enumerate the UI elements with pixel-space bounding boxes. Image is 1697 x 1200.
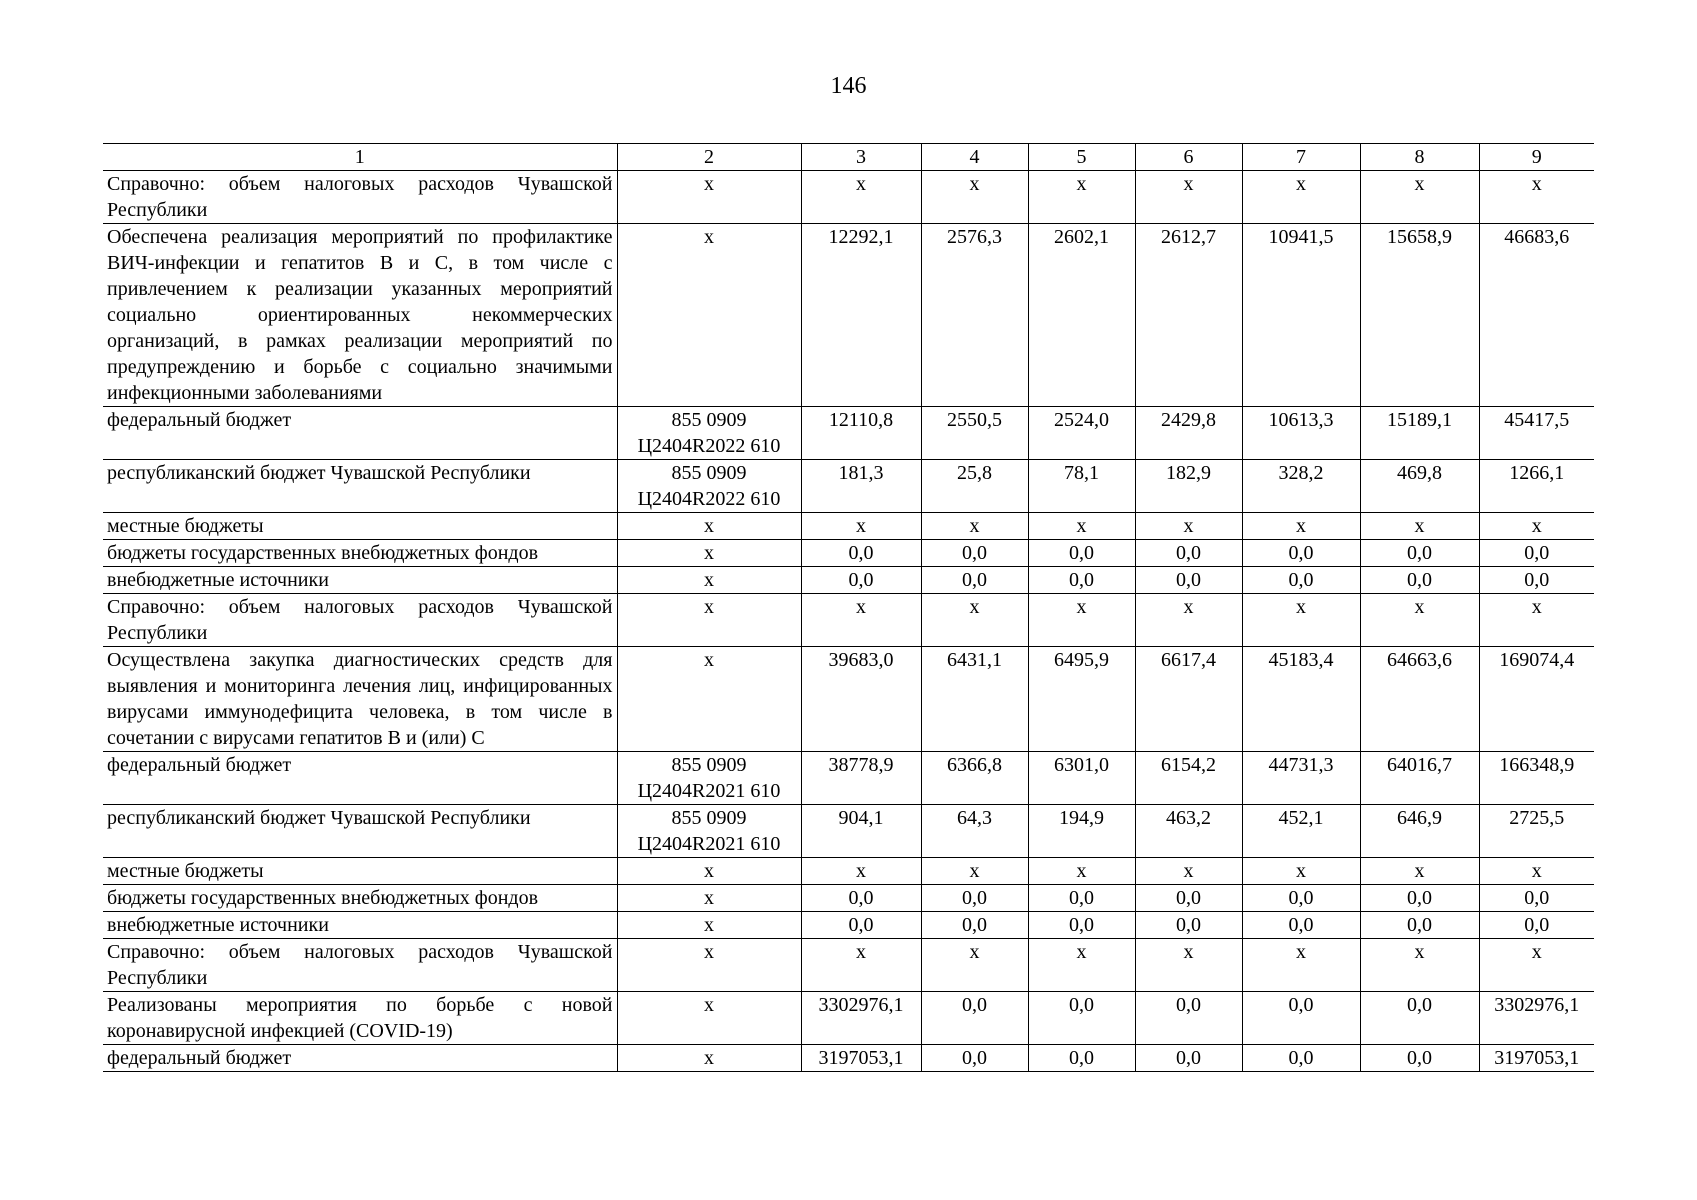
column-number: 7 [1242,144,1360,171]
budget-code: х [617,540,801,567]
value-cell: 0,0 [1242,885,1360,912]
value-cell: 15658,9 [1360,224,1479,407]
value-cell: 0,0 [801,567,921,594]
value-cell: х [1479,858,1594,885]
table-row [103,1045,1594,1072]
value-cell: 0,0 [1028,912,1135,939]
value-cell: 181,3 [801,460,921,513]
value-cell: х [1360,939,1479,992]
row-label: республиканский бюджет Чувашской Республики [103,805,617,858]
value-cell: 0,0 [801,912,921,939]
value-cell: х [1135,939,1242,992]
row-label: Справочно: объем налоговых расходов Чувашской Республики [103,171,617,224]
value-cell: 0,0 [1242,912,1360,939]
value-cell: 0,0 [921,567,1028,594]
column-number: 6 [1135,144,1242,171]
value-cell: х [1028,171,1135,224]
value-cell: х [921,171,1028,224]
value-cell: 6301,0 [1028,752,1135,805]
value-cell: 469,8 [1360,460,1479,513]
table-row [103,939,1594,992]
column-number: 4 [921,144,1028,171]
value-cell: х [921,858,1028,885]
value-cell: 6431,1 [921,647,1028,752]
column-number: 2 [617,144,801,171]
value-cell: 0,0 [1360,885,1479,912]
budget-code: х [617,939,801,992]
value-cell: 2524,0 [1028,407,1135,460]
budget-code: 855 0909 Ц2404R2022 610 [617,460,801,513]
value-cell: 194,9 [1028,805,1135,858]
value-cell: 25,8 [921,460,1028,513]
value-cell: 0,0 [1242,540,1360,567]
budget-code: х [617,171,801,224]
value-cell: х [1028,513,1135,540]
value-cell: 166348,9 [1479,752,1594,805]
value-cell: 0,0 [801,885,921,912]
table-row [103,540,1594,567]
value-cell: 12110,8 [801,407,921,460]
budget-code: 855 0909 Ц2404R2021 610 [617,805,801,858]
value-cell: 0,0 [1360,992,1479,1045]
value-cell: 2602,1 [1028,224,1135,407]
value-cell: 0,0 [1135,567,1242,594]
value-cell: 3302976,1 [801,992,921,1045]
value-cell: х [801,513,921,540]
value-cell: х [1479,513,1594,540]
value-cell: 64016,7 [1360,752,1479,805]
table-row [103,858,1594,885]
value-cell: х [1135,513,1242,540]
value-cell: 2725,5 [1479,805,1594,858]
value-cell: 6366,8 [921,752,1028,805]
value-cell: 463,2 [1135,805,1242,858]
value-cell: 646,9 [1360,805,1479,858]
row-label: бюджеты государственных внебюджетных фондов [103,885,617,912]
value-cell: х [1360,858,1479,885]
value-cell: 0,0 [1135,885,1242,912]
value-cell: х [1135,171,1242,224]
table-row [103,992,1594,1045]
value-cell: 45183,4 [1242,647,1360,752]
value-cell: 0,0 [921,992,1028,1045]
value-cell: 0,0 [1028,992,1135,1045]
table-row [103,171,1594,224]
value-cell: х [1028,858,1135,885]
value-cell: 38778,9 [801,752,921,805]
value-cell: х [1242,594,1360,647]
value-cell: 10613,3 [1242,407,1360,460]
row-label: Справочно: объем налоговых расходов Чувашской Республики [103,939,617,992]
value-cell: 0,0 [921,912,1028,939]
value-cell: 12292,1 [801,224,921,407]
value-cell: х [1360,594,1479,647]
budget-code: х [617,513,801,540]
value-cell: х [801,171,921,224]
value-cell: 169074,4 [1479,647,1594,752]
value-cell: х [921,939,1028,992]
value-cell: 0,0 [1242,1045,1360,1072]
budget-code: х [617,858,801,885]
value-cell: 10941,5 [1242,224,1360,407]
column-number: 5 [1028,144,1135,171]
budget-code: х [617,594,801,647]
column-number: 8 [1360,144,1479,171]
table-header-row [103,144,1594,171]
value-cell: 2612,7 [1135,224,1242,407]
value-cell: 0,0 [1360,1045,1479,1072]
value-cell: 0,0 [1028,1045,1135,1072]
value-cell: х [801,858,921,885]
value-cell: 0,0 [1135,1045,1242,1072]
column-number: 3 [801,144,921,171]
table-row [103,460,1594,513]
value-cell: 6154,2 [1135,752,1242,805]
value-cell: х [1360,513,1479,540]
row-label: Осуществлена закупка диагностических средств для выявления и мониторинга лечения лиц, инфицированных вирусами иммунодефицита человека, в том числе в сочетании с вирусами гепатитов В и (или) С [103,647,617,752]
row-label: федеральный бюджет [103,1045,617,1072]
value-cell: 0,0 [801,540,921,567]
value-cell: х [801,939,921,992]
column-number: 1 [103,144,617,171]
table-row [103,912,1594,939]
table-row [103,224,1594,407]
table-row [103,885,1594,912]
value-cell: 0,0 [1479,885,1594,912]
value-cell: х [1479,171,1594,224]
column-number: 9 [1479,144,1594,171]
budget-code: х [617,647,801,752]
row-label: Реализованы мероприятия по борьбе с новой коронавирусной инфекцией (COVID-19) [103,992,617,1045]
table-row [103,594,1594,647]
value-cell: 2550,5 [921,407,1028,460]
value-cell: х [1242,171,1360,224]
value-cell: х [1242,939,1360,992]
row-label: бюджеты государственных внебюджетных фондов [103,540,617,567]
value-cell: 3197053,1 [1479,1045,1594,1072]
value-cell: 0,0 [1028,567,1135,594]
value-cell: х [1360,171,1479,224]
value-cell: 44731,3 [1242,752,1360,805]
value-cell: 182,9 [1135,460,1242,513]
value-cell: х [1135,858,1242,885]
budget-code: 855 0909 Ц2404R2022 610 [617,407,801,460]
value-cell: 1266,1 [1479,460,1594,513]
value-cell: х [921,594,1028,647]
value-cell: х [1242,858,1360,885]
value-cell: 452,1 [1242,805,1360,858]
value-cell: 2576,3 [921,224,1028,407]
row-label: местные бюджеты [103,858,617,885]
value-cell: 15189,1 [1360,407,1479,460]
value-cell: 6495,9 [1028,647,1135,752]
value-cell: 45417,5 [1479,407,1594,460]
budget-code: х [617,1045,801,1072]
value-cell: х [801,594,921,647]
row-label: республиканский бюджет Чувашской Республики [103,460,617,513]
row-label: федеральный бюджет [103,752,617,805]
table-row [103,567,1594,594]
value-cell: х [1242,513,1360,540]
value-cell: 0,0 [1360,567,1479,594]
value-cell: 6617,4 [1135,647,1242,752]
value-cell: 0,0 [1135,540,1242,567]
row-label: местные бюджеты [103,513,617,540]
budget-code: х [617,885,801,912]
row-label: внебюджетные источники [103,567,617,594]
table-row [103,752,1594,805]
value-cell: х [1028,594,1135,647]
value-cell: х [1028,939,1135,992]
table-row [103,647,1594,752]
budget-code: х [617,912,801,939]
value-cell: 0,0 [1360,912,1479,939]
table-row [103,805,1594,858]
value-cell: 0,0 [1028,885,1135,912]
row-label: Справочно: объем налоговых расходов Чувашской Республики [103,594,617,647]
budget-code: х [617,567,801,594]
value-cell: 0,0 [1135,992,1242,1045]
value-cell: 2429,8 [1135,407,1242,460]
value-cell: 0,0 [921,540,1028,567]
budget-code: х [617,224,801,407]
row-label: Обеспечена реализация мероприятий по профилактике ВИЧ-инфекции и гепатитов В и С, в том числе с привлечением к реализации указанных мероприятий социально ориентированных некоммерческих организаций, в рамках реализации мероприятий по предупреждению и борьбе с социально значимыми инфекционными заболеваниями [103,224,617,407]
budget-table [103,143,1594,1072]
row-label: федеральный бюджет [103,407,617,460]
page-number: 146 [830,73,867,99]
value-cell: 0,0 [1479,567,1594,594]
value-cell: 3302976,1 [1479,992,1594,1045]
value-cell: 64,3 [921,805,1028,858]
value-cell: 78,1 [1028,460,1135,513]
value-cell: 3197053,1 [801,1045,921,1072]
value-cell: 0,0 [1479,540,1594,567]
value-cell: 0,0 [1028,540,1135,567]
value-cell: 0,0 [921,885,1028,912]
value-cell: 904,1 [801,805,921,858]
value-cell: 0,0 [1360,540,1479,567]
value-cell: 0,0 [1242,992,1360,1045]
value-cell: 39683,0 [801,647,921,752]
value-cell: 0,0 [921,1045,1028,1072]
value-cell: 0,0 [1135,912,1242,939]
value-cell: 328,2 [1242,460,1360,513]
budget-code: 855 0909 Ц2404R2021 610 [617,752,801,805]
value-cell: х [921,513,1028,540]
budget-code: х [617,992,801,1045]
value-cell: х [1479,594,1594,647]
value-cell: 46683,6 [1479,224,1594,407]
table-row [103,513,1594,540]
value-cell: 0,0 [1479,912,1594,939]
value-cell: 64663,6 [1360,647,1479,752]
row-label: внебюджетные источники [103,912,617,939]
table-row [103,407,1594,460]
value-cell: х [1479,939,1594,992]
value-cell: 0,0 [1242,567,1360,594]
value-cell: х [1135,594,1242,647]
